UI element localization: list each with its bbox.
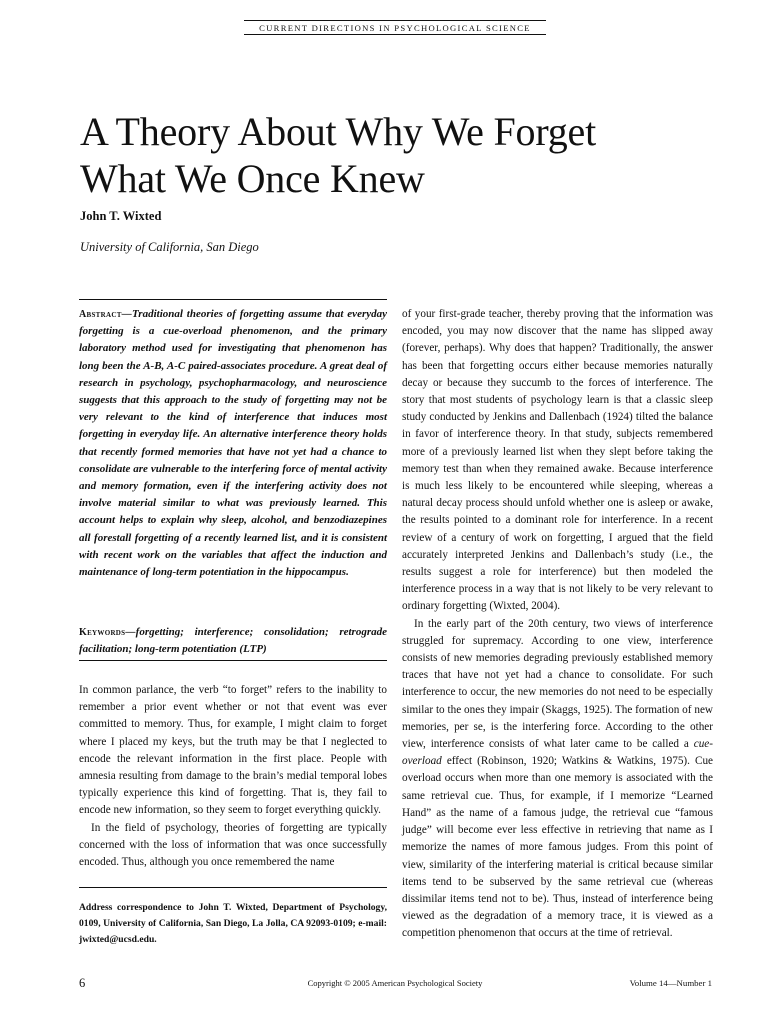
abstract-text: Traditional theories of forgetting assume that everyday forgetting is a cue-overload phenomenon, and the primary laboratory method used for investigating that phenomenon has long been the A-B, A-C paired-associates procedure. A great deal of research in psychology, psychopharmacology, and neuroscience suggests that this approach to the study of forgetting may not be very relevant to the kind of interference that induces most forgetting in everyday life. An alternative interference theory holds that recently formed memories that have not yet had a chance to consolidate are vulnerable to the interfering force of mental activity and memory formation, even if the interfering activity does not involve material similar to what was previously learned. This account helps to explain why sleep, alcohol, and benzodiazepines all forestall forgetting of a recently learned list, and it is consistent with recent work on the variables that affect the induction and maintenance of long-term potentiation in the hippocampus. [79, 308, 387, 579]
paragraph-text: In the early part of the 20th century, two views of interference struggled for supremacy. According to one view, interference consists of new memories degrading previously established memory traces that have not yet had a chance to consolidate. For such interference to occur, the new memories do not need to be especially similar to the ones they impair (Skaggs, 1925). The formation of new memories, per se, is the interfering force. According to the other view, interference consists of what later came to be called a [402, 617, 713, 751]
abstract-label: Abstract— [79, 309, 132, 320]
keywords-label: Keywords— [79, 627, 136, 638]
author-affiliation: University of California, San Diego [80, 240, 259, 254]
title-line-2: What We Once Knew [80, 156, 425, 201]
body-paragraph: of your first-grade teacher, thereby proving that the information was encoded, you may now discover that the name has slipped away (forever, perhaps). Why does that happen? Traditionally, the answer has been that forgetting occurs either because memories naturally decay or because they succumb to the forces of interference. The story that most students of psychology learn is that a classic sleep study conducted by Jenkins and Dallenbach (1924) tilted the balance in favor of interference theory. In that study, subjects remembered more of a previously learned list when they slept before taking the memory test than when they remained awake. Because interference is much less likely to be encountered while sleeping, whereas a natural decay process should unfold whether one is asleep or awake, the results pointed to a dominant role for interference. In a recent review of a century of work on forgetting, I argued that the field accurately interpreted Jenkins and Dallenbach’s study (i.e., the results suggest a role for interference) but then modeled the interference process in a way that is not likely to be very relevant to ordinary forgetting (Wixted, 2004). [402, 308, 713, 613]
body-paragraph [402, 616, 713, 943]
keywords [79, 624, 387, 658]
article-title [80, 108, 730, 202]
keywords-text: forgetting; interference; consolidation; retrograde facilitation; long-term potentiation (LTP) [79, 626, 387, 656]
title-line-1: A Theory About Why We Forget [80, 109, 596, 154]
abstract [79, 306, 387, 581]
right-body-text [402, 306, 713, 943]
page-number: 6 [79, 976, 86, 990]
footnote-rule [79, 887, 387, 888]
body-paragraph: In the field of psychology, theories of forgetting are typically concerned with the loss of information that was once successfully encoded. Thus, although you once remembered the name [79, 821, 387, 869]
copyright-notice: Copyright © 2005 American Psychological Society [307, 978, 483, 988]
paragraph-text: effect (Robinson, 1920; Watkins & Watkins, 1975). Cue overload occurs when more than one memory is associated with the same retrieval cue. Thus, for example, if I memorize “Learned Hand” as the name of a famous judge, the retrieval cue “famous judge” will become ever less effective in retrieving that name as I memorize the names of more famous judges. From this point of view, similarity of the interfering material is critical because similar items tend to be subserved by the same retrieval cue (whereas dissimilar items tend not to be). Thus, instead of interference being viewed as the degradation of a memory trace, it is viewed as a competition phenomenon that occurs at the time of retrieval. [402, 755, 713, 940]
abstract-bottom-rule [79, 660, 387, 661]
body-paragraph: In common parlance, the verb “to forget” refers to the inability to remember a prior event whether or not that event was ever committed to memory. Thus, for example, I might claim to forget where I placed my keys, but the truth may be that I neglected to encode the relevant information in the first place. People with amnesia resulting from damage to the brain’s medial temporal lobes typically experience this kind of forgetting. That is, they fail to encode new information, so they seem to forget everything quickly. [79, 684, 387, 817]
abstract-top-rule [79, 299, 387, 300]
left-body-text [79, 682, 387, 871]
author-name: John T. Wixted [80, 209, 162, 223]
correspondence-footnote: Address correspondence to John T. Wixted, Department of Psychology, 0109, University of California, San Diego, La Jolla, CA 92093-0109; e-mail: jwixted@ucsd.edu. [79, 902, 387, 945]
italic-term: cue-overload [402, 738, 713, 768]
volume-number: Volume 14—Number 1 [629, 978, 712, 988]
running-head: CURRENT DIRECTIONS IN PSYCHOLOGICAL SCIENCE [244, 20, 546, 35]
